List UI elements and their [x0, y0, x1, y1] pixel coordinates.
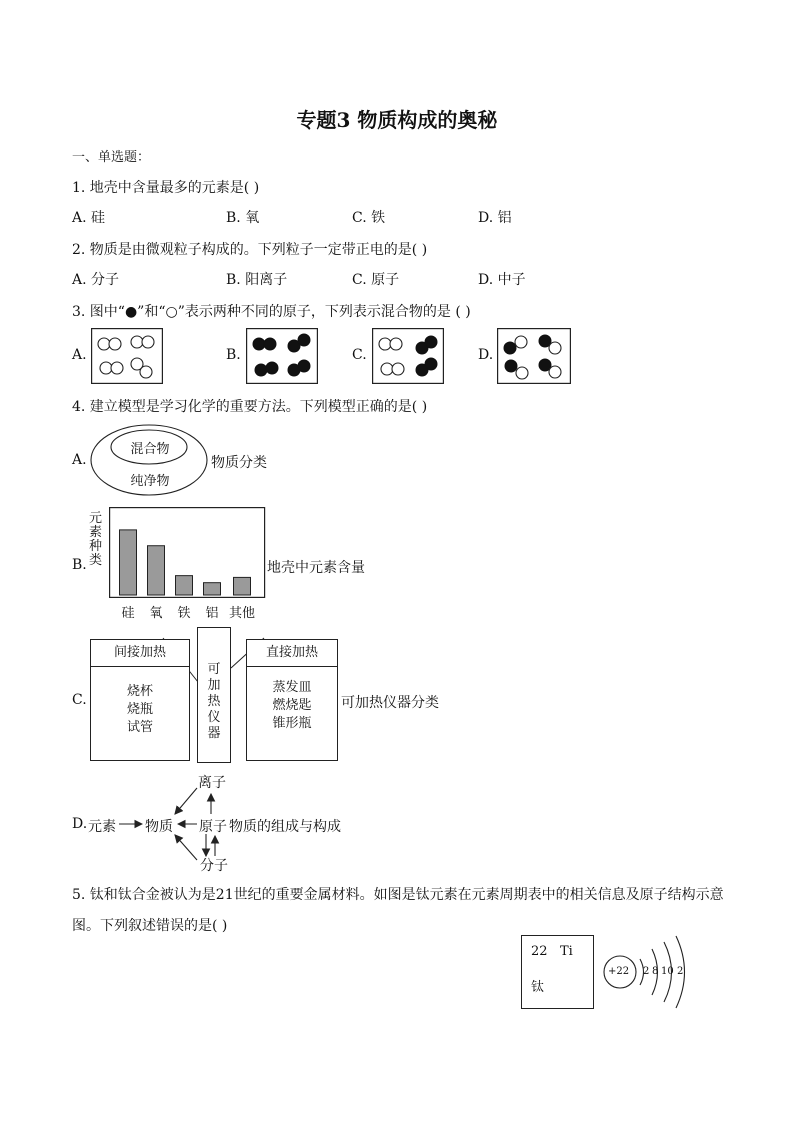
q5-element-symbol: Ti: [560, 944, 573, 959]
x-tick-label: 铝: [205, 606, 219, 621]
q4-c-right-item: 燃烧匙: [272, 698, 312, 713]
q2-option-d: D. 中子: [478, 272, 526, 288]
q4-a-caption: 物质分类: [211, 455, 267, 471]
q4-b-letter: B.: [72, 557, 87, 573]
q4-d-ion: 离子: [198, 775, 226, 791]
x-tick-label: 氧: [149, 606, 163, 621]
q4-c-left-item: 烧瓶: [126, 702, 153, 717]
q4-d-arrows: [115, 780, 225, 870]
q4-b-bar-chart: [109, 507, 266, 598]
q1-option-c: C. 铁: [352, 210, 386, 226]
q4-c-right-title: 直接加热: [247, 640, 337, 667]
q4-d-element: 元素: [88, 819, 116, 835]
q4-c-right-box: [246, 639, 338, 761]
q5-stem-line1: 5. 钛和钛合金被认为是21世纪的重要金属材料。如图是钛元素在元素周期表中的相关信息及原子结构示意: [72, 887, 724, 903]
q3-box-a: [91, 328, 163, 384]
x-tick-label: 硅: [121, 606, 135, 621]
q3-option-a: A.: [72, 347, 87, 363]
q4-c-caption: 可加热仪器分类: [341, 695, 439, 711]
q3-option-d: D.: [478, 347, 494, 363]
q4-d-letter: D.: [72, 816, 88, 832]
q1-option-b: B. 氧: [226, 210, 260, 226]
q4-b-ylabel: 元 素 种 类: [89, 511, 103, 568]
q3-box-c: [372, 328, 444, 384]
q3-stem: 3. 图中“●”和“○”表示两种不同的原子，下列表示混合物的是 ( ): [72, 304, 471, 320]
q4-a-inner-label: 混合物: [130, 442, 170, 457]
q5-shell-4: 2: [677, 966, 684, 977]
q4-b-xaxis-labels: [112, 602, 262, 620]
page-title: 专题3 物质构成的奥秘: [296, 108, 498, 132]
q4-c-left-item: 试管: [126, 720, 153, 735]
x-tick-label: 其他: [228, 606, 256, 621]
q2-option-a: A. 分子: [72, 272, 120, 288]
q4-d-molecule: 分子: [200, 858, 228, 874]
bar-硅: [120, 530, 137, 595]
q5-shell-3: 10: [661, 966, 674, 977]
q4-d-substance: 物质: [145, 819, 173, 835]
q2-stem: 2. 物质是由微观粒子构成的。下列粒子一定带正电的是( ): [72, 242, 428, 258]
q4-c-left-item: 烧杯: [126, 684, 153, 699]
q5-shell-1: 2: [643, 966, 650, 977]
q5-periodic-cell: [521, 935, 594, 1009]
q4-a-letter: A.: [72, 452, 87, 468]
q4-a-outer-label: 纯净物: [130, 474, 170, 489]
q4-c-left-box: [90, 639, 190, 761]
q3-box-b: [246, 328, 318, 384]
q3-option-c: C.: [352, 347, 367, 363]
q5-nucleus-charge: +22: [608, 966, 630, 977]
q5-shell-2: 8: [652, 966, 659, 977]
q4-c-right-item: 锥形瓶: [272, 716, 312, 731]
q3-option-b: B.: [226, 347, 241, 363]
q4-d-caption: 物质的组成与构成: [229, 819, 341, 835]
q2-option-b: B. 阳离子: [226, 272, 288, 288]
q5-element-name: 钛: [531, 980, 545, 995]
bar-铝: [204, 583, 221, 595]
bar-氧: [148, 546, 165, 595]
section-heading: 一、单选题：: [72, 150, 151, 165]
q5-stem-line2: 图。下列叙述错误的是( ): [72, 918, 228, 934]
q3-box-d: [497, 328, 571, 384]
q1-stem: 1. 地壳中含量最多的元素是( ): [72, 180, 260, 196]
q4-c-letter: C.: [72, 692, 87, 708]
q4-stem: 4. 建立模型是学习化学的重要方法。下列模型正确的是( ): [72, 399, 428, 415]
bar-铁: [176, 576, 193, 595]
q4-c-left-title: 间接加热: [91, 640, 189, 667]
q1-option-a: A. 硅: [72, 210, 106, 226]
q4-c-right-item: 蒸发皿: [272, 680, 312, 695]
q4-d-atom: 原子: [199, 819, 227, 835]
q4-c-center-box: 可 加 热 仪 器: [197, 627, 231, 763]
x-tick-label: 铁: [177, 606, 191, 621]
q5-atomic-number: 22: [531, 944, 548, 959]
bar-其他: [234, 577, 251, 595]
q4-b-caption: 地壳中元素含量: [267, 560, 365, 576]
q2-option-c: C. 原子: [352, 272, 400, 288]
q1-option-d: D. 铝: [478, 210, 512, 226]
